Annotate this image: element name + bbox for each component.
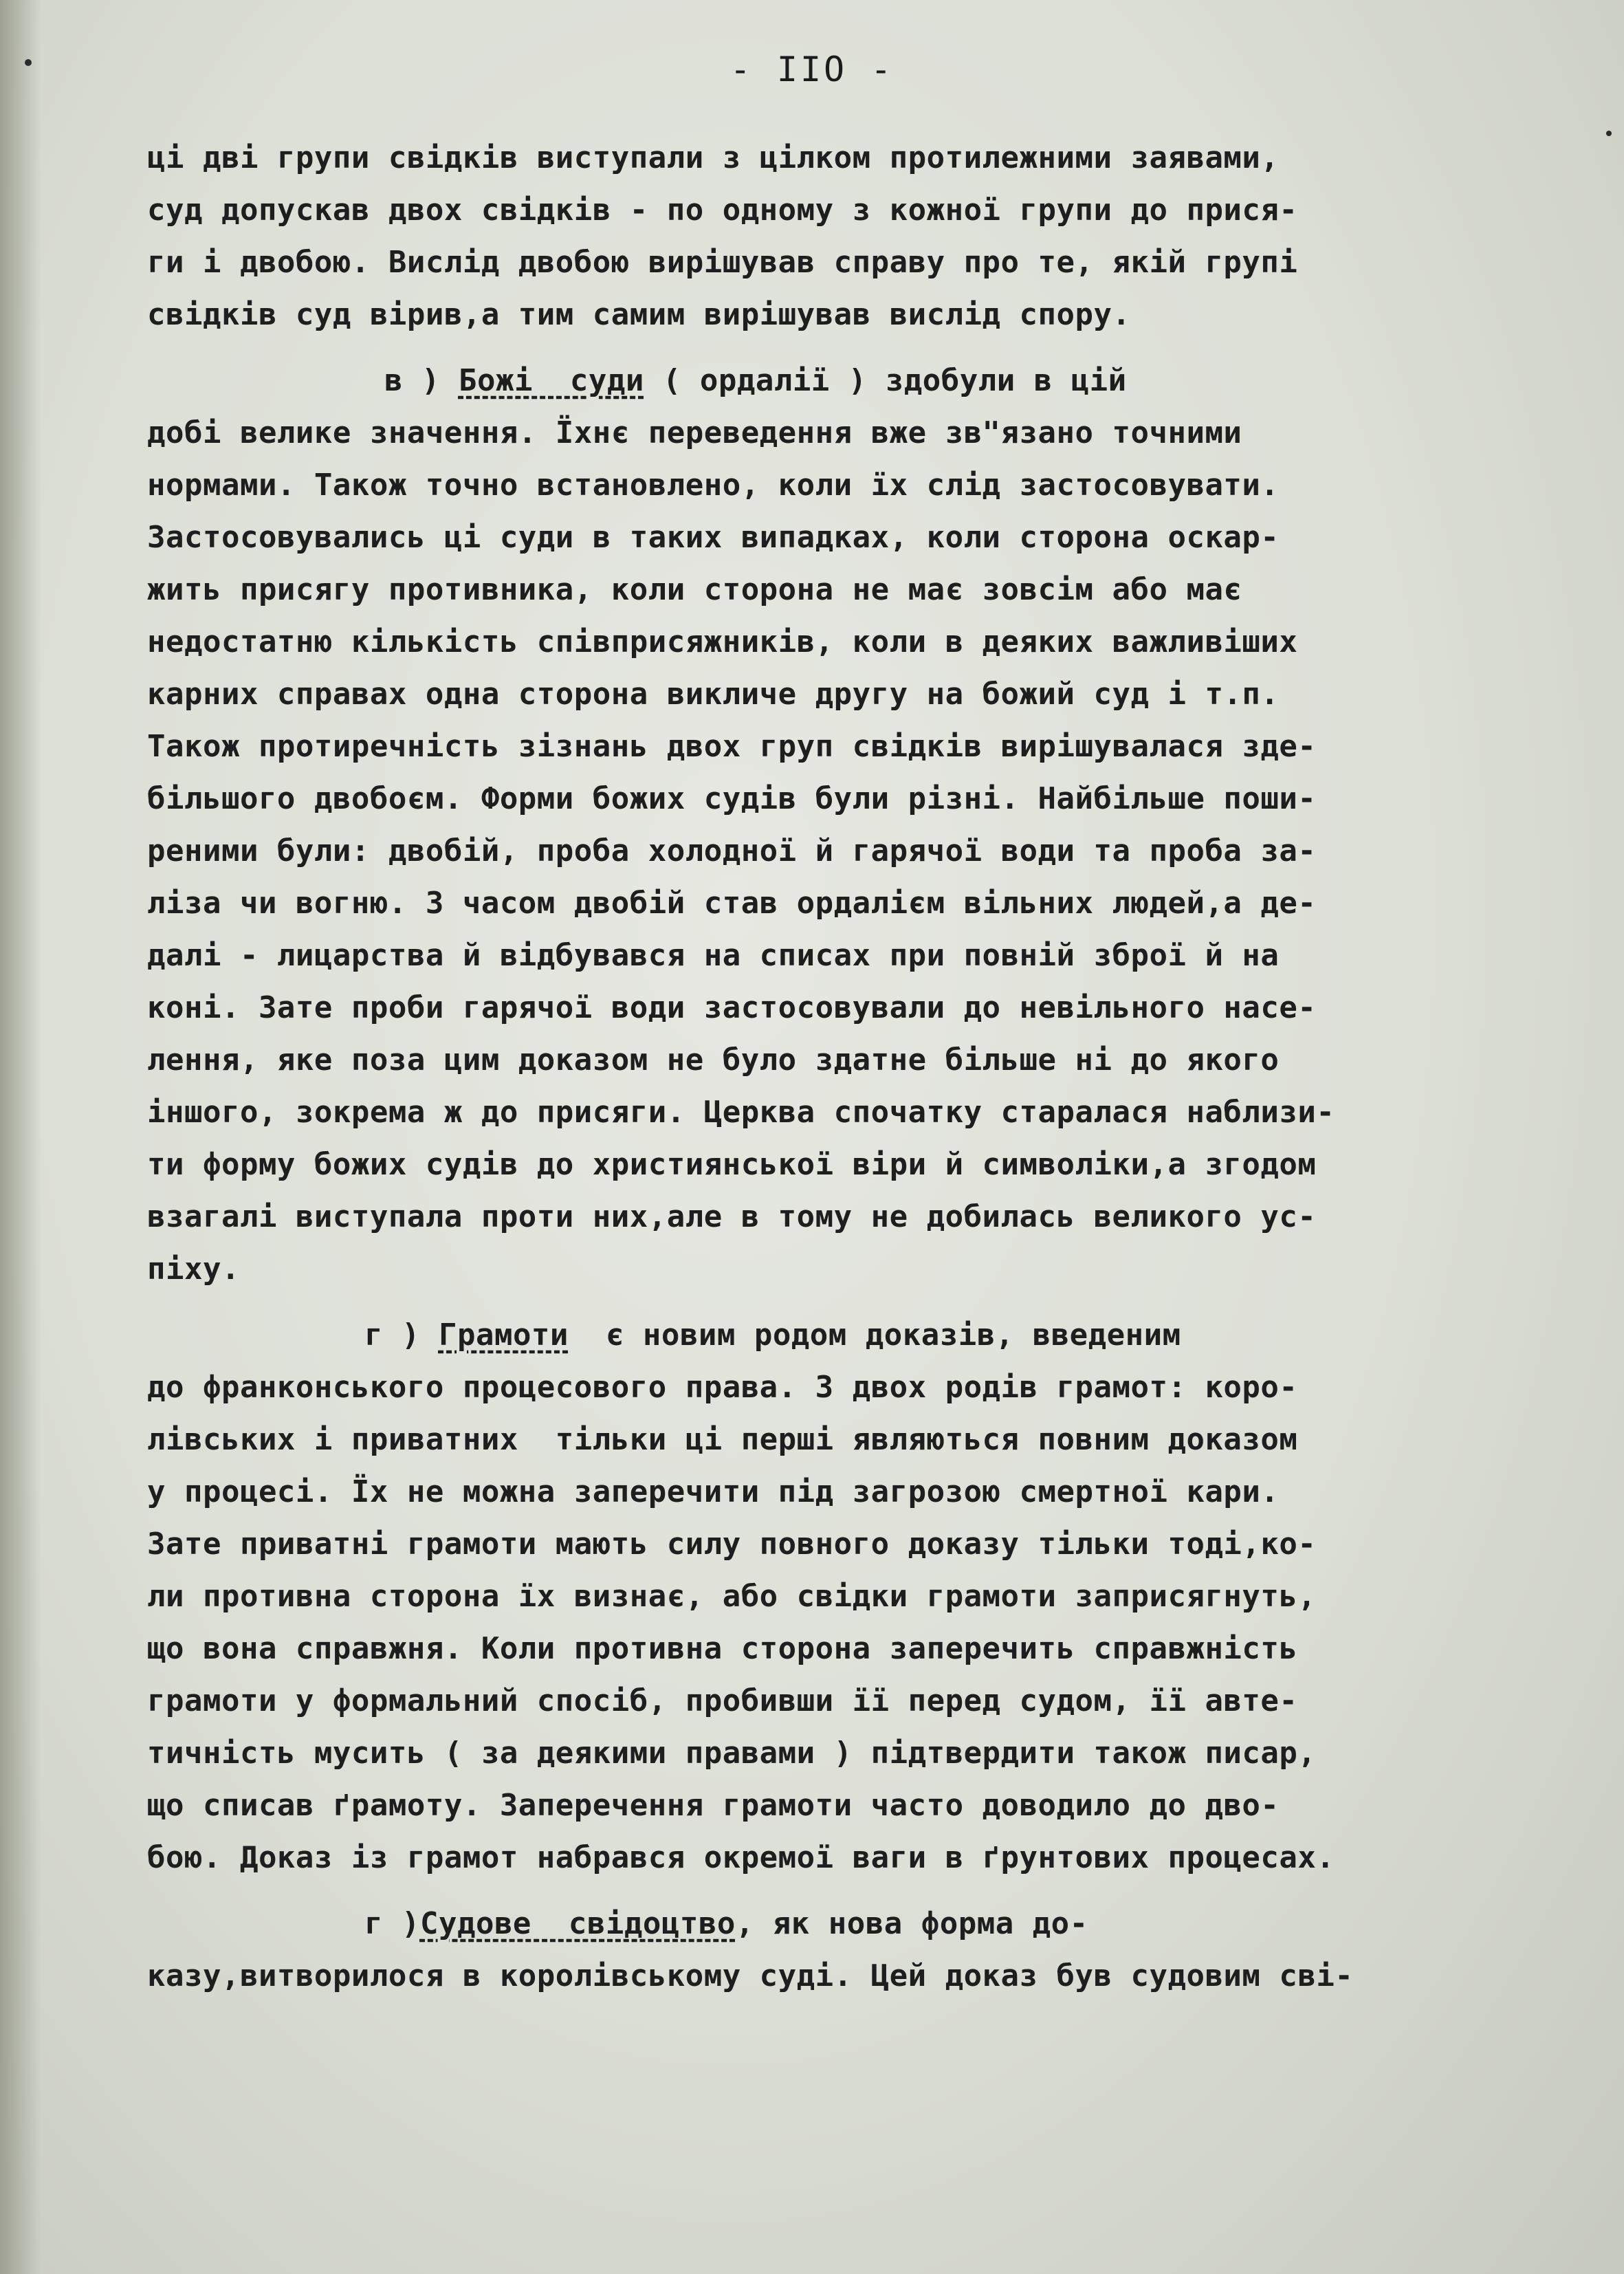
text-line: Застосовувались ці суди в таких випадках, коли сторона оскар- bbox=[147, 520, 1280, 555]
text-line: свідків суд вірив,а тим самим вирішував вислід спору. bbox=[147, 297, 1131, 332]
text-line: ги і двобою. Вислід двобою вирішував справу про те, якій групі bbox=[147, 245, 1298, 280]
text-line: ти форму божих судів до християнської віри й символіки,а згодом bbox=[147, 1147, 1317, 1182]
section-heading-line bbox=[147, 355, 1584, 407]
text-line: іншого, зокрема ж до присяги. Церква спочатку старалася наблизи- bbox=[147, 1095, 1335, 1130]
text-line: Також протиречність зізнань двох груп свідків вирішувалася зде- bbox=[147, 729, 1317, 764]
scan-edge-shadow bbox=[0, 0, 41, 2274]
text-fragment: є новим родом доказів, введеним bbox=[568, 1318, 1181, 1353]
text-line: ці дві групи свідків виступали з цілком протилежними заявами, bbox=[147, 140, 1280, 175]
text-line: Зате приватні грамоти мають силу повного доказу тільки тоді,ко- bbox=[147, 1527, 1317, 1562]
section-heading: Божі суди bbox=[458, 363, 644, 398]
section-marker: г ) bbox=[364, 1906, 420, 1941]
section-marker: в ) bbox=[384, 363, 440, 398]
text-line: далі - лицарства й відбувався на списах при повній зброї й на bbox=[147, 938, 1280, 973]
scan-speck bbox=[1606, 131, 1612, 136]
text-line: коні. Зате проби гарячої води застосовували до невільного насе- bbox=[147, 990, 1317, 1025]
text-line: жить присягу противника, коли сторона не має зовсім або має bbox=[147, 572, 1242, 607]
text-line: карних справах одна сторона викличе другу на божий суд і т.п. bbox=[147, 677, 1280, 712]
text-line: що списав ґрамоту. Заперечення грамоти часто доводило до дво- bbox=[147, 1788, 1280, 1823]
section-heading: Грамоти bbox=[438, 1318, 569, 1353]
section-heading-line bbox=[147, 1898, 1584, 1950]
text-line: ли противна сторона їх визнає, або свідки грамоти заприсягнуть, bbox=[147, 1579, 1317, 1614]
section-heading-line bbox=[147, 1309, 1584, 1362]
text-line: лівських і приватних тільки ці перші являються повним доказом bbox=[147, 1422, 1298, 1457]
text-line: казу,витворилося в королівському суді. Цей доказ був судовим сві- bbox=[147, 1958, 1354, 1993]
text-line: недостатню кількість співприсяжників, коли в деяких важливіших bbox=[147, 624, 1298, 659]
text-line: до франконського процесового права. З двох родів грамот: коро- bbox=[147, 1370, 1298, 1405]
text-line: більшого двобоєм. Форми божих судів були різні. Найбільше поши- bbox=[147, 781, 1317, 816]
text-fragment: , як нова форма до- bbox=[735, 1906, 1088, 1941]
text-line: лення, яке поза цим доказом не було здатне більше ні до якого bbox=[147, 1042, 1280, 1078]
text-line: бою. Доказ із грамот набрався окремої ваги в ґрунтових процесах. bbox=[147, 1840, 1335, 1875]
text-line: що вона справжня. Коли противна сторона заперечить справжність bbox=[147, 1631, 1298, 1666]
section-marker: г ) bbox=[364, 1318, 420, 1353]
text-line: добі велике значення. Їхнє переведення вже зв"язано точними bbox=[147, 415, 1242, 450]
body-text bbox=[147, 132, 1584, 2002]
section-heading: Судове свідоцтво bbox=[419, 1906, 736, 1941]
text-line: тичність мусить ( за деякими правами ) підтвердити також писар, bbox=[147, 1736, 1317, 1771]
text-line: суд допускав двох свідків - по одному з кожної групи до прися- bbox=[147, 193, 1298, 228]
text-line: у процесі. Їх не можна заперечити під загрозою смертної кари. bbox=[147, 1474, 1280, 1509]
text-line: взагалі виступала проти них,але в тому не добилась великого ус- bbox=[147, 1199, 1317, 1234]
text-line: піху. bbox=[147, 1251, 240, 1287]
text-line: ліза чи вогню. З часом двобій став ордалієм вільних людей,а де- bbox=[147, 886, 1317, 921]
text-fragment: ( ордалії ) здобули в цій bbox=[644, 363, 1127, 398]
page-number: - IIO - bbox=[729, 50, 895, 89]
text-line: реними були: двобій, проба холодної й гарячої води та проба за- bbox=[147, 833, 1317, 868]
text-line: нормами. Також точно встановлено, коли їх слід застосовувати. bbox=[147, 468, 1280, 503]
text-line: грамоти у формальний спосіб, пробивши її перед судом, її авте- bbox=[147, 1683, 1298, 1718]
